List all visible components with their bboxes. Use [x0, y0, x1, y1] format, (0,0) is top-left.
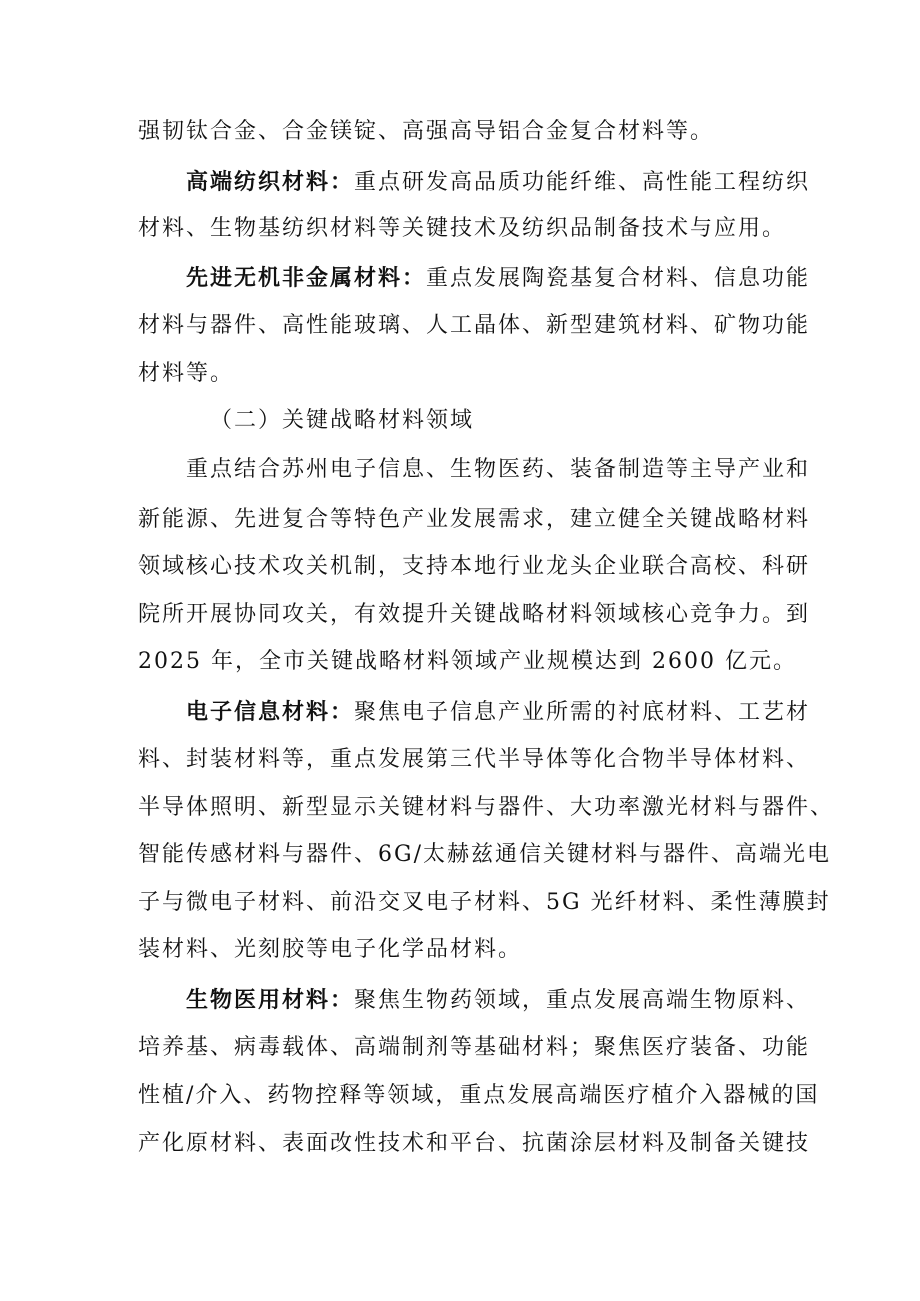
paragraph-line: 领域核心技术攻关机制，支持本地行业龙头企业联合高校、科研: [138, 554, 811, 579]
paragraph-line: 2025 年，全市关键战略材料领域产业规模达到 2600 亿元。: [138, 649, 797, 674]
paragraph-line: [186, 696, 810, 729]
paragraph-line: [186, 984, 810, 1017]
paragraph-line: [186, 166, 810, 199]
paragraph-line: 材料等。: [138, 361, 235, 386]
paragraph-line: 产化原材料、表面改性技术和平台、抗菌涂层材料及制备关键技: [138, 1131, 811, 1156]
paragraph-line: 材料与器件、高性能玻璃、人工晶体、新型建筑材料、矿物功能: [138, 313, 811, 338]
paragraph-line: 强韧钛合金、合金镁锭、高强高导铝合金复合材料等。: [138, 119, 715, 144]
paragraph-text: 重点发展陶瓷基复合材料、信息功能: [426, 266, 811, 291]
term-label: 生物医用材料：: [186, 987, 355, 1013]
paragraph-line: 子与微电子材料、前沿交叉电子材料、5G 光纤材料、柔性薄膜封: [138, 890, 831, 915]
paragraph-line: 性植/介入、药物控释等领域，重点发展高端医疗植介入器械的国: [138, 1083, 820, 1108]
term-label: 电子信息材料：: [186, 699, 355, 725]
paragraph-line: 院所开展协同攻关，有效提升关键战略材料领域核心竞争力。到: [138, 602, 811, 627]
paragraph-line: 智能传感材料与器件、6G/太赫兹通信关键材料与器件、高端光电: [138, 842, 831, 867]
paragraph-line: 半导体照明、新型显示关键材料与器件、大功率激光材料与器件、: [138, 795, 835, 820]
paragraph-line: 重点结合苏州电子信息、生物医药、装备制造等主导产业和: [186, 457, 811, 482]
paragraph-text: 重点研发高品质功能纤维、高性能工程纺织: [354, 170, 811, 195]
paragraph-text: 聚焦电子信息产业所需的衬底材料、工艺材: [354, 700, 811, 725]
paragraph-line: 材料、生物基纺织材料等关键技术及纺织品制备技术与应用。: [138, 216, 787, 241]
paragraph-line: 装材料、光刻胶等电子化学品材料。: [138, 937, 523, 962]
term-label: 先进无机非金属材料：: [186, 265, 427, 291]
paragraph-line: 料、封装材料等，重点发展第三代半导体等化合物半导体材料、: [138, 747, 811, 772]
section-heading: （二）关键战略材料领域: [210, 408, 475, 433]
term-label: 高端纺织材料：: [186, 169, 355, 195]
paragraph-line: 新能源、先进复合等特色产业发展需求，建立健全关键战略材料: [138, 507, 811, 532]
paragraph-line: [186, 262, 810, 295]
paragraph-text: 聚焦生物药领域，重点发展高端生物原料、: [354, 988, 811, 1013]
paragraph-line: 培养基、病毒载体、高端制剂等基础材料；聚焦医疗装备、功能: [138, 1035, 811, 1060]
